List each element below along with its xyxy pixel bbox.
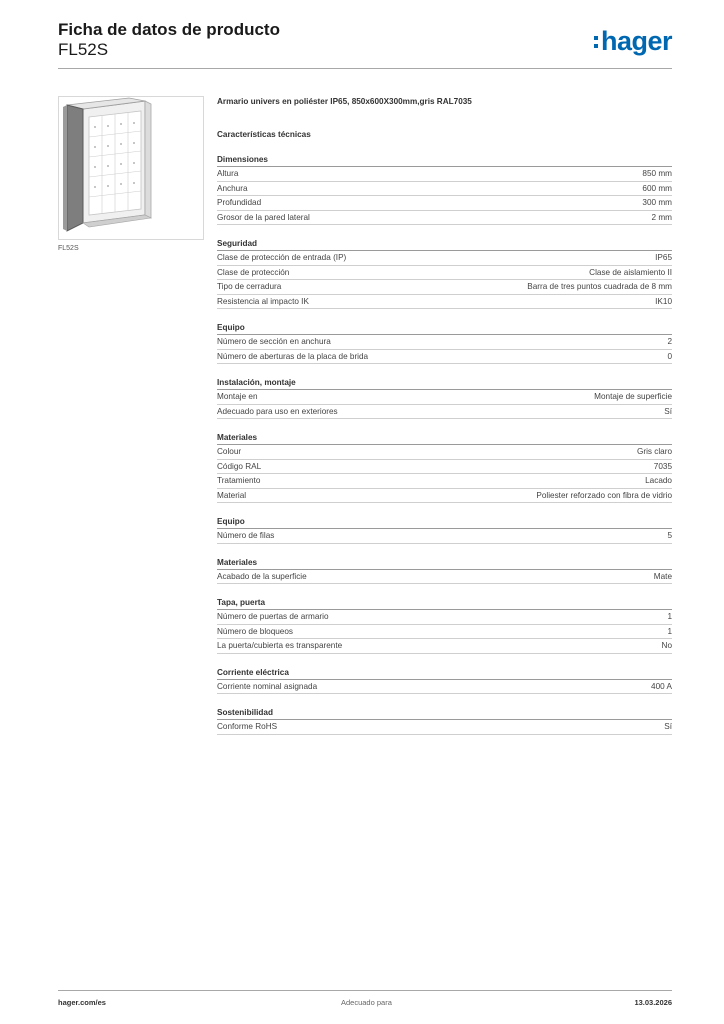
spec-row	[217, 405, 672, 420]
spec-sections	[217, 154, 672, 735]
spec-row	[217, 350, 672, 365]
section-title: Instalación, montaje	[217, 377, 672, 390]
product-description: Armario univers en poliéster IP65, 850x600X300mm,gris RAL7035	[217, 97, 472, 106]
cabinet-illustration-icon	[59, 97, 203, 239]
spec-label: Adecuado para uso en exteriores	[217, 406, 338, 416]
spec-section	[217, 377, 672, 419]
logo-dots-icon	[594, 36, 598, 48]
section-title: Seguridad	[217, 238, 672, 251]
section-title: Equipo	[217, 322, 672, 335]
footer-divider	[58, 990, 672, 991]
spec-label: Número de aberturas de la placa de brida	[217, 351, 369, 361]
spec-label: Código RAL	[217, 461, 262, 471]
spec-section	[217, 557, 672, 585]
spec-row	[217, 625, 672, 640]
spec-section	[217, 154, 672, 225]
spec-label: Tratamiento	[217, 476, 261, 485]
spec-row	[217, 251, 672, 266]
spec-label: Material	[217, 490, 247, 500]
spec-row	[217, 182, 672, 197]
spec-row	[217, 720, 672, 735]
section-title: Equipo	[217, 516, 672, 529]
spec-label: Número de filas	[217, 531, 275, 540]
spec-row	[217, 610, 672, 625]
spec-label: Grosor de la pared lateral	[217, 212, 310, 222]
spec-row	[217, 474, 672, 489]
section-title: Dimensiones	[217, 154, 672, 167]
spec-section	[217, 432, 672, 503]
spec-label: Corriente nominal asignada	[217, 681, 318, 691]
spec-label: Anchura	[217, 183, 248, 193]
section-title: Corriente eléctrica	[217, 667, 672, 680]
spec-value: Gris claro	[636, 447, 672, 456]
spec-row	[217, 680, 672, 695]
spec-row	[217, 280, 672, 295]
technical-heading: Características técnicas	[217, 130, 311, 139]
spec-value: Montaje de superficie	[594, 392, 672, 401]
spec-row	[217, 266, 672, 281]
spec-row	[217, 489, 672, 504]
spec-value: 600 mm	[642, 183, 672, 193]
spec-row	[217, 295, 672, 310]
spec-section	[217, 516, 672, 544]
spec-row	[217, 445, 672, 460]
spec-value: IK10	[655, 296, 672, 306]
product-image	[58, 96, 204, 240]
spec-label: Profundidad	[217, 198, 262, 207]
spec-section	[217, 238, 672, 309]
spec-label: La puerta/cubierta es transparente	[217, 641, 343, 650]
spec-label: Conforme RoHS	[217, 722, 278, 731]
spec-label: Clase de protección	[217, 267, 290, 277]
header-divider	[58, 68, 672, 69]
spec-section	[217, 597, 672, 654]
spec-section	[217, 322, 672, 364]
spec-value: Clase de aislamiento II	[589, 267, 672, 277]
spec-value: 400 A	[651, 681, 672, 691]
spec-label: Clase de protección de entrada (IP)	[217, 253, 347, 262]
spec-section	[217, 667, 672, 695]
section-title: Materiales	[217, 432, 672, 445]
spec-value: 0	[667, 351, 672, 361]
spec-value: 1	[667, 612, 672, 621]
page-title: Ficha de datos de producto	[58, 20, 280, 39]
logo-text: hager	[600, 26, 672, 56]
spec-label: Acabado de la superficie	[217, 571, 307, 581]
image-caption: FL52S	[58, 245, 79, 252]
spec-label: Número de puertas de armario	[217, 612, 329, 621]
spec-value: IP65	[655, 253, 672, 262]
spec-value: Sí	[664, 406, 672, 416]
spec-row	[217, 639, 672, 654]
spec-value: 2	[667, 337, 672, 346]
spec-label: Montaje en	[217, 392, 258, 401]
section-title: Materiales	[217, 557, 672, 570]
footer-date: 13.03.2026	[634, 998, 672, 1007]
section-title: Sostenibilidad	[217, 707, 672, 720]
spec-row	[217, 570, 672, 585]
spec-row	[217, 167, 672, 182]
spec-value: Lacado	[645, 476, 672, 485]
product-code: FL52S	[58, 40, 109, 59]
footer-note: Adecuado para	[341, 998, 392, 1007]
spec-row	[217, 335, 672, 350]
spec-label: Colour	[217, 447, 242, 456]
spec-value: Sí	[664, 722, 672, 731]
hager-logo	[594, 26, 672, 56]
spec-label: Número de bloqueos	[217, 626, 294, 636]
page-header	[58, 20, 280, 60]
spec-value: 850 mm	[642, 169, 672, 178]
spec-row	[217, 196, 672, 211]
spec-value: 5	[667, 531, 672, 540]
section-title: Tapa, puerta	[217, 597, 672, 610]
spec-value: 1	[667, 626, 672, 636]
spec-label: Altura	[217, 169, 239, 178]
spec-value: 7035	[653, 461, 672, 471]
spec-value: 2 mm	[651, 212, 672, 222]
spec-row	[217, 211, 672, 226]
spec-value: Barra de tres puntos cuadrada de 8 mm	[527, 282, 672, 291]
spec-value: Mate	[653, 571, 672, 581]
spec-row	[217, 529, 672, 544]
spec-value: No	[661, 641, 672, 650]
spec-value: Poliester reforzado con fibra de vidrio	[536, 490, 672, 500]
footer-website: hager.com/es	[58, 998, 106, 1007]
spec-value: 300 mm	[642, 198, 672, 207]
spec-section	[217, 707, 672, 735]
spec-label: Tipo de cerradura	[217, 282, 282, 291]
spec-column	[217, 96, 672, 735]
spec-row	[217, 460, 672, 475]
spec-label: Resistencia al impacto IK	[217, 296, 309, 306]
spec-row	[217, 390, 672, 405]
spec-label: Número de sección en anchura	[217, 337, 331, 346]
